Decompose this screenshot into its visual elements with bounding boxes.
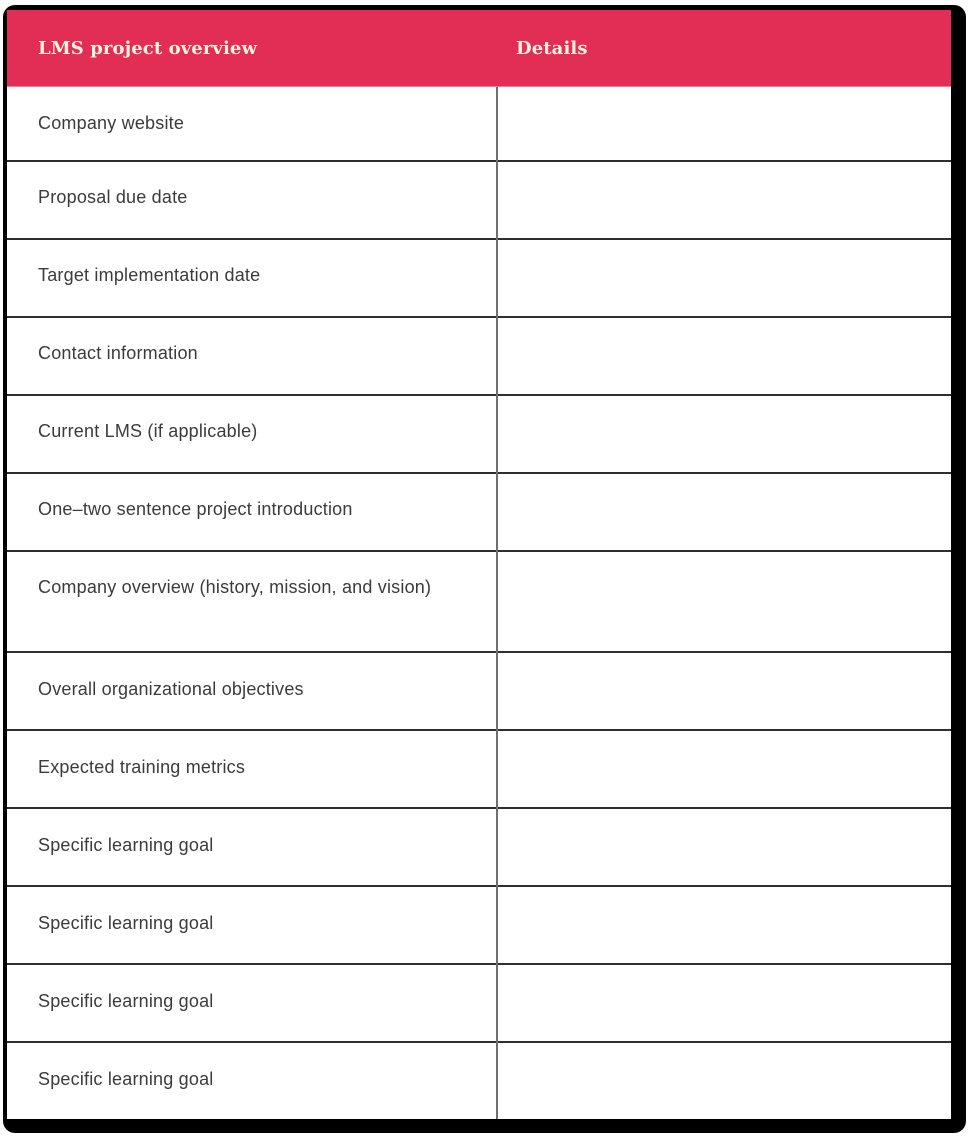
table-row	[7, 653, 951, 731]
header-lms-project-overview: LMS project overview	[38, 38, 258, 59]
row-label: Target implementation date	[38, 265, 261, 285]
table-row	[7, 396, 951, 474]
detail-cell[interactable]	[498, 240, 951, 316]
column-divider	[496, 87, 498, 1119]
detail-cell[interactable]	[498, 965, 951, 1041]
detail-cell[interactable]	[498, 396, 951, 472]
row-label: Overall organizational objectives	[38, 679, 304, 699]
table-row	[7, 887, 951, 965]
row-label: One–two sentence project introduction	[38, 499, 353, 519]
row-label: Current LMS (if applicable)	[38, 421, 258, 441]
row-label: Expected training metrics	[38, 757, 246, 777]
detail-cell[interactable]	[498, 87, 951, 160]
row-label: Contact information	[38, 343, 198, 363]
detail-cell[interactable]	[498, 653, 951, 729]
detail-cell[interactable]	[498, 887, 951, 963]
table-row	[7, 162, 951, 240]
table-row	[7, 474, 951, 552]
row-label: Specific learning goal	[38, 835, 214, 855]
detail-cell[interactable]	[498, 1043, 951, 1119]
detail-cell[interactable]	[498, 552, 951, 651]
detail-cell[interactable]	[498, 318, 951, 394]
table-row	[7, 87, 951, 162]
detail-cell[interactable]	[498, 731, 951, 807]
table-row	[7, 965, 951, 1043]
table-row	[7, 318, 951, 396]
table-row	[7, 1043, 951, 1119]
table-row	[7, 552, 951, 653]
row-label: Company overview (history, mission, and vision)	[38, 577, 432, 597]
table-row	[7, 809, 951, 887]
row-label: Specific learning goal	[38, 1069, 214, 1089]
detail-cell[interactable]	[498, 162, 951, 238]
table-header	[7, 10, 951, 87]
table-row	[7, 240, 951, 318]
table-row	[7, 731, 951, 809]
detail-cell[interactable]	[498, 474, 951, 550]
row-label: Proposal due date	[38, 187, 188, 207]
row-label: Specific learning goal	[38, 913, 214, 933]
row-label: Specific learning goal	[38, 991, 214, 1011]
row-label: Company website	[38, 113, 185, 133]
detail-cell[interactable]	[498, 809, 951, 885]
header-details: Details	[516, 38, 588, 59]
lms-overview-table	[7, 10, 951, 1119]
